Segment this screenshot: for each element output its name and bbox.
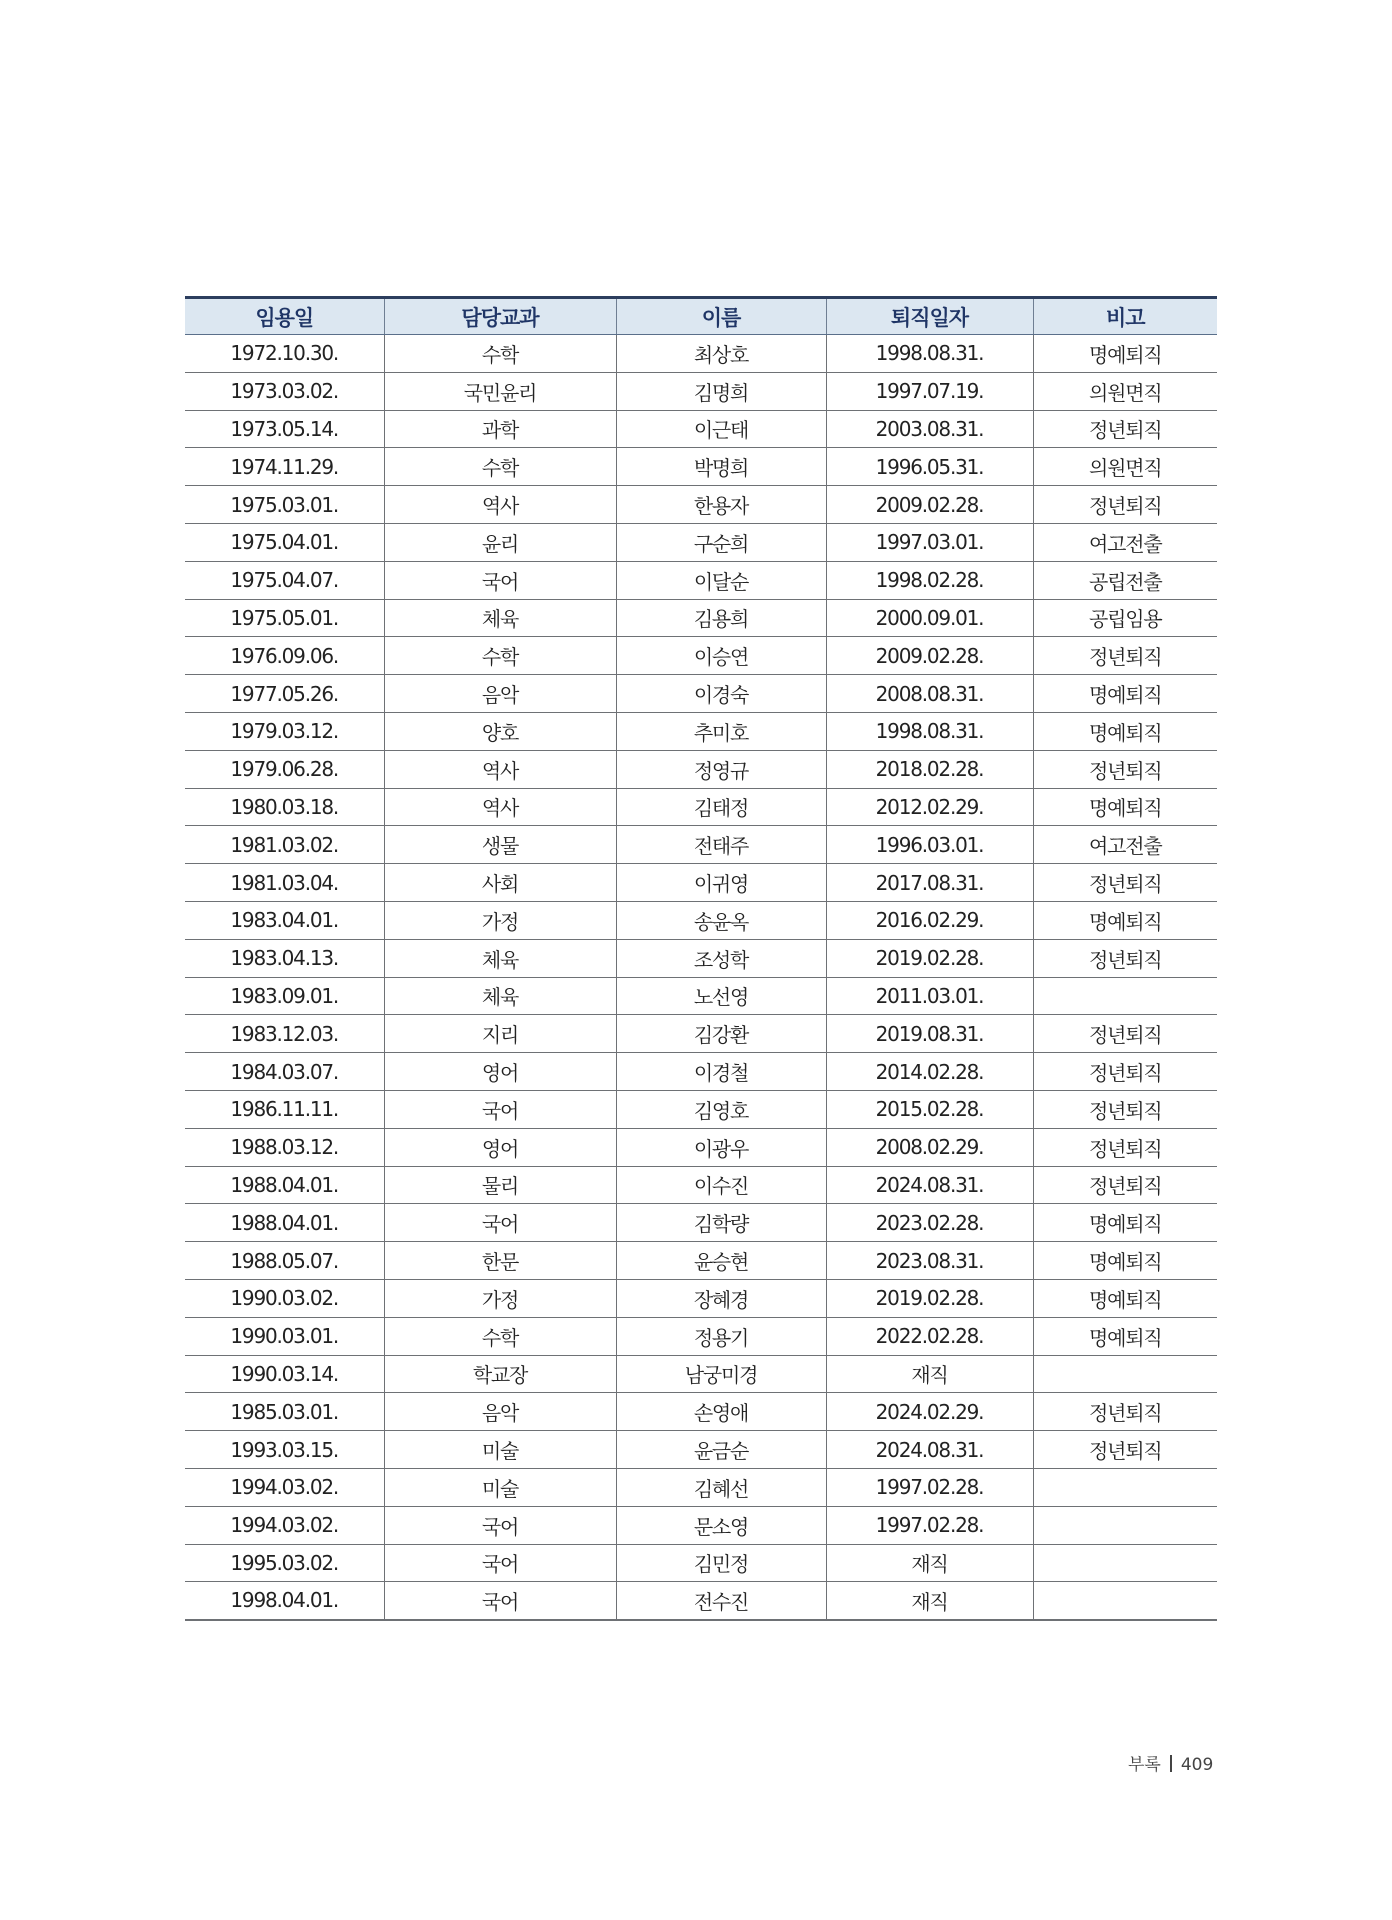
cell-appointment-date: 1983.04.13. xyxy=(185,939,384,977)
cell-subject: 체육 xyxy=(384,977,616,1015)
cell-name: 정영규 xyxy=(616,750,826,788)
cell-subject: 미술 xyxy=(384,1468,616,1506)
cell-appointment-date: 1994.03.02. xyxy=(185,1468,384,1506)
cell-subject: 영어 xyxy=(384,1053,616,1091)
cell-retirement-date: 2015.02.28. xyxy=(826,1090,1033,1128)
table-row xyxy=(185,486,1217,524)
cell-name: 이승연 xyxy=(616,637,826,675)
cell-remarks: 명예퇴직 xyxy=(1033,1317,1217,1355)
cell-appointment-date: 1998.04.01. xyxy=(185,1582,384,1620)
cell-name: 이근태 xyxy=(616,410,826,448)
cell-retirement-date: 2018.02.28. xyxy=(826,750,1033,788)
table-row xyxy=(185,523,1217,561)
cell-appointment-date: 1984.03.07. xyxy=(185,1053,384,1091)
cell-remarks: 정년퇴직 xyxy=(1033,1128,1217,1166)
cell-retirement-date: 1996.05.31. xyxy=(826,448,1033,486)
cell-retirement-date: 2009.02.28. xyxy=(826,486,1033,524)
cell-appointment-date: 1980.03.18. xyxy=(185,788,384,826)
table-row xyxy=(185,1506,1217,1544)
table-row xyxy=(185,1582,1217,1620)
table-row xyxy=(185,901,1217,939)
table-row xyxy=(185,864,1217,902)
table-row xyxy=(185,561,1217,599)
cell-retirement-date: 2019.08.31. xyxy=(826,1015,1033,1053)
cell-retirement-date: 1997.07.19. xyxy=(826,372,1033,410)
cell-name: 송윤옥 xyxy=(616,901,826,939)
cell-retirement-date: 재직 xyxy=(826,1544,1033,1582)
cell-name: 김혜선 xyxy=(616,1468,826,1506)
cell-name: 이달순 xyxy=(616,561,826,599)
cell-appointment-date: 1995.03.02. xyxy=(185,1544,384,1582)
cell-remarks xyxy=(1033,1506,1217,1544)
cell-remarks: 정년퇴직 xyxy=(1033,939,1217,977)
cell-name: 박명희 xyxy=(616,448,826,486)
cell-appointment-date: 1988.04.01. xyxy=(185,1204,384,1242)
cell-retirement-date: 2023.08.31. xyxy=(826,1242,1033,1280)
table-row xyxy=(185,410,1217,448)
cell-remarks: 정년퇴직 xyxy=(1033,637,1217,675)
cell-appointment-date: 1977.05.26. xyxy=(185,675,384,713)
cell-appointment-date: 1994.03.02. xyxy=(185,1506,384,1544)
table-row xyxy=(185,939,1217,977)
cell-name: 이귀영 xyxy=(616,864,826,902)
cell-appointment-date: 1973.05.14. xyxy=(185,410,384,448)
staff-table xyxy=(185,296,1217,1621)
cell-appointment-date: 1986.11.11. xyxy=(185,1090,384,1128)
table-row xyxy=(185,1279,1217,1317)
cell-remarks: 명예퇴직 xyxy=(1033,788,1217,826)
cell-appointment-date: 1976.09.06. xyxy=(185,637,384,675)
cell-remarks xyxy=(1033,1544,1217,1582)
cell-name: 이광우 xyxy=(616,1128,826,1166)
cell-remarks: 명예퇴직 xyxy=(1033,1204,1217,1242)
table-row xyxy=(185,788,1217,826)
table-row xyxy=(185,1393,1217,1431)
header-remarks: 비고 xyxy=(1033,298,1217,335)
cell-name: 노선영 xyxy=(616,977,826,1015)
table-row xyxy=(185,977,1217,1015)
table-row xyxy=(185,750,1217,788)
cell-retirement-date: 2014.02.28. xyxy=(826,1053,1033,1091)
cell-appointment-date: 1981.03.02. xyxy=(185,826,384,864)
header-name: 이름 xyxy=(616,298,826,335)
cell-retirement-date: 2019.02.28. xyxy=(826,1279,1033,1317)
cell-subject: 체육 xyxy=(384,939,616,977)
cell-remarks: 공립전출 xyxy=(1033,561,1217,599)
cell-retirement-date: 1996.03.01. xyxy=(826,826,1033,864)
cell-name: 문소영 xyxy=(616,1506,826,1544)
cell-subject: 수학 xyxy=(384,1317,616,1355)
cell-subject: 미술 xyxy=(384,1431,616,1469)
cell-appointment-date: 1981.03.04. xyxy=(185,864,384,902)
cell-name: 김민정 xyxy=(616,1544,826,1582)
cell-name: 남궁미경 xyxy=(616,1355,826,1393)
cell-appointment-date: 1975.03.01. xyxy=(185,486,384,524)
cell-appointment-date: 1979.03.12. xyxy=(185,712,384,750)
cell-retirement-date: 2023.02.28. xyxy=(826,1204,1033,1242)
header-subject: 담당교과 xyxy=(384,298,616,335)
cell-remarks: 여고전출 xyxy=(1033,523,1217,561)
cell-name: 전태주 xyxy=(616,826,826,864)
cell-name: 조성학 xyxy=(616,939,826,977)
cell-retirement-date: 1998.02.28. xyxy=(826,561,1033,599)
cell-retirement-date: 2019.02.28. xyxy=(826,939,1033,977)
cell-remarks xyxy=(1033,1468,1217,1506)
cell-appointment-date: 1983.09.01. xyxy=(185,977,384,1015)
cell-subject: 사회 xyxy=(384,864,616,902)
page-number: 409 xyxy=(1180,1755,1214,1775)
cell-name: 김학량 xyxy=(616,1204,826,1242)
cell-retirement-date: 2024.08.31. xyxy=(826,1166,1033,1204)
cell-remarks: 정년퇴직 xyxy=(1033,1431,1217,1469)
cell-remarks: 명예퇴직 xyxy=(1033,675,1217,713)
cell-subject: 음악 xyxy=(384,675,616,713)
cell-subject: 음악 xyxy=(384,1393,616,1431)
table-row xyxy=(185,1468,1217,1506)
cell-subject: 체육 xyxy=(384,599,616,637)
cell-remarks: 정년퇴직 xyxy=(1033,410,1217,448)
cell-subject: 가정 xyxy=(384,1279,616,1317)
cell-remarks: 정년퇴직 xyxy=(1033,1090,1217,1128)
table-row xyxy=(185,1355,1217,1393)
cell-subject: 윤리 xyxy=(384,523,616,561)
cell-subject: 국어 xyxy=(384,561,616,599)
cell-appointment-date: 1988.04.01. xyxy=(185,1166,384,1204)
table-row xyxy=(185,1053,1217,1091)
cell-retirement-date: 1997.03.01. xyxy=(826,523,1033,561)
cell-retirement-date: 2009.02.28. xyxy=(826,637,1033,675)
table-row xyxy=(185,1431,1217,1469)
cell-subject: 역사 xyxy=(384,750,616,788)
cell-remarks: 의원면직 xyxy=(1033,448,1217,486)
cell-retirement-date: 2017.08.31. xyxy=(826,864,1033,902)
header-appointment-date: 임용일 xyxy=(185,298,384,335)
cell-remarks: 명예퇴직 xyxy=(1033,1242,1217,1280)
cell-subject: 학교장 xyxy=(384,1355,616,1393)
cell-name: 최상호 xyxy=(616,335,826,373)
table-row xyxy=(185,1242,1217,1280)
cell-remarks: 정년퇴직 xyxy=(1033,864,1217,902)
cell-name: 김명희 xyxy=(616,372,826,410)
cell-subject: 국어 xyxy=(384,1582,616,1620)
cell-retirement-date: 2011.03.01. xyxy=(826,977,1033,1015)
table-row xyxy=(185,1204,1217,1242)
cell-remarks: 정년퇴직 xyxy=(1033,1393,1217,1431)
cell-subject: 영어 xyxy=(384,1128,616,1166)
cell-appointment-date: 1983.04.01. xyxy=(185,901,384,939)
cell-subject: 국민윤리 xyxy=(384,372,616,410)
cell-retirement-date: 1998.08.31. xyxy=(826,712,1033,750)
cell-name: 윤금순 xyxy=(616,1431,826,1469)
cell-appointment-date: 1972.10.30. xyxy=(185,335,384,373)
table-row xyxy=(185,335,1217,373)
page-footer xyxy=(1128,1750,1213,1775)
header-retirement-date: 퇴직일자 xyxy=(826,298,1033,335)
cell-subject: 한문 xyxy=(384,1242,616,1280)
cell-name: 장혜경 xyxy=(616,1279,826,1317)
cell-appointment-date: 1975.04.01. xyxy=(185,523,384,561)
table-header xyxy=(185,298,1217,335)
cell-retirement-date: 2003.08.31. xyxy=(826,410,1033,448)
cell-retirement-date: 2024.02.29. xyxy=(826,1393,1033,1431)
cell-name: 정용기 xyxy=(616,1317,826,1355)
cell-remarks xyxy=(1033,1582,1217,1620)
cell-appointment-date: 1985.03.01. xyxy=(185,1393,384,1431)
cell-subject: 국어 xyxy=(384,1506,616,1544)
cell-name: 윤승현 xyxy=(616,1242,826,1280)
cell-subject: 양호 xyxy=(384,712,616,750)
cell-retirement-date: 2016.02.29. xyxy=(826,901,1033,939)
cell-remarks: 정년퇴직 xyxy=(1033,1015,1217,1053)
table-row xyxy=(185,1166,1217,1204)
cell-name: 손영애 xyxy=(616,1393,826,1431)
staff-table-container xyxy=(185,296,1217,1621)
cell-subject: 물리 xyxy=(384,1166,616,1204)
cell-subject: 과학 xyxy=(384,410,616,448)
cell-name: 이경숙 xyxy=(616,675,826,713)
cell-remarks: 정년퇴직 xyxy=(1033,750,1217,788)
cell-retirement-date: 1997.02.28. xyxy=(826,1468,1033,1506)
cell-name: 구순희 xyxy=(616,523,826,561)
cell-remarks: 명예퇴직 xyxy=(1033,712,1217,750)
cell-remarks: 공립임용 xyxy=(1033,599,1217,637)
table-row xyxy=(185,1090,1217,1128)
cell-name: 김영호 xyxy=(616,1090,826,1128)
cell-remarks: 명예퇴직 xyxy=(1033,1279,1217,1317)
cell-subject: 국어 xyxy=(384,1204,616,1242)
cell-remarks xyxy=(1033,1355,1217,1393)
table-row xyxy=(185,448,1217,486)
table-row xyxy=(185,1544,1217,1582)
cell-name: 이수진 xyxy=(616,1166,826,1204)
cell-subject: 국어 xyxy=(384,1544,616,1582)
cell-appointment-date: 1990.03.02. xyxy=(185,1279,384,1317)
cell-appointment-date: 1988.03.12. xyxy=(185,1128,384,1166)
table-row xyxy=(185,675,1217,713)
table-row xyxy=(185,599,1217,637)
cell-subject: 수학 xyxy=(384,335,616,373)
table-row xyxy=(185,712,1217,750)
cell-name: 김태정 xyxy=(616,788,826,826)
cell-appointment-date: 1975.04.07. xyxy=(185,561,384,599)
cell-remarks: 명예퇴직 xyxy=(1033,335,1217,373)
cell-name: 이경철 xyxy=(616,1053,826,1091)
cell-retirement-date: 2022.02.28. xyxy=(826,1317,1033,1355)
cell-appointment-date: 1990.03.14. xyxy=(185,1355,384,1393)
table-body xyxy=(185,335,1217,1620)
cell-name: 전수진 xyxy=(616,1582,826,1620)
cell-appointment-date: 1990.03.01. xyxy=(185,1317,384,1355)
cell-retirement-date: 2008.02.29. xyxy=(826,1128,1033,1166)
cell-subject: 지리 xyxy=(384,1015,616,1053)
cell-retirement-date: 2012.02.29. xyxy=(826,788,1033,826)
cell-remarks xyxy=(1033,977,1217,1015)
footer-section-label: 부록 xyxy=(1128,1755,1161,1775)
cell-subject: 수학 xyxy=(384,448,616,486)
cell-remarks: 정년퇴직 xyxy=(1033,486,1217,524)
cell-appointment-date: 1979.06.28. xyxy=(185,750,384,788)
cell-subject: 수학 xyxy=(384,637,616,675)
cell-subject: 생물 xyxy=(384,826,616,864)
cell-retirement-date: 1998.08.31. xyxy=(826,335,1033,373)
cell-name: 김강환 xyxy=(616,1015,826,1053)
cell-appointment-date: 1993.03.15. xyxy=(185,1431,384,1469)
cell-remarks: 여고전출 xyxy=(1033,826,1217,864)
table-row xyxy=(185,637,1217,675)
header-row xyxy=(185,298,1217,335)
cell-remarks: 정년퇴직 xyxy=(1033,1053,1217,1091)
cell-name: 김용희 xyxy=(616,599,826,637)
cell-retirement-date: 재직 xyxy=(826,1582,1033,1620)
cell-appointment-date: 1973.03.02. xyxy=(185,372,384,410)
cell-subject: 역사 xyxy=(384,788,616,826)
cell-subject: 국어 xyxy=(384,1090,616,1128)
cell-retirement-date: 2024.08.31. xyxy=(826,1431,1033,1469)
cell-remarks: 의원면직 xyxy=(1033,372,1217,410)
table-row xyxy=(185,1015,1217,1053)
cell-retirement-date: 재직 xyxy=(826,1355,1033,1393)
cell-remarks: 정년퇴직 xyxy=(1033,1166,1217,1204)
cell-remarks: 명예퇴직 xyxy=(1033,901,1217,939)
cell-subject: 가정 xyxy=(384,901,616,939)
cell-appointment-date: 1975.05.01. xyxy=(185,599,384,637)
table-row xyxy=(185,826,1217,864)
cell-appointment-date: 1974.11.29. xyxy=(185,448,384,486)
cell-name: 추미호 xyxy=(616,712,826,750)
table-row xyxy=(185,372,1217,410)
cell-retirement-date: 2008.08.31. xyxy=(826,675,1033,713)
cell-retirement-date: 2000.09.01. xyxy=(826,599,1033,637)
cell-name: 한용자 xyxy=(616,486,826,524)
cell-appointment-date: 1983.12.03. xyxy=(185,1015,384,1053)
cell-retirement-date: 1997.02.28. xyxy=(826,1506,1033,1544)
footer-divider xyxy=(1170,1755,1172,1772)
table-row xyxy=(185,1128,1217,1166)
table-row xyxy=(185,1317,1217,1355)
cell-appointment-date: 1988.05.07. xyxy=(185,1242,384,1280)
cell-subject: 역사 xyxy=(384,486,616,524)
